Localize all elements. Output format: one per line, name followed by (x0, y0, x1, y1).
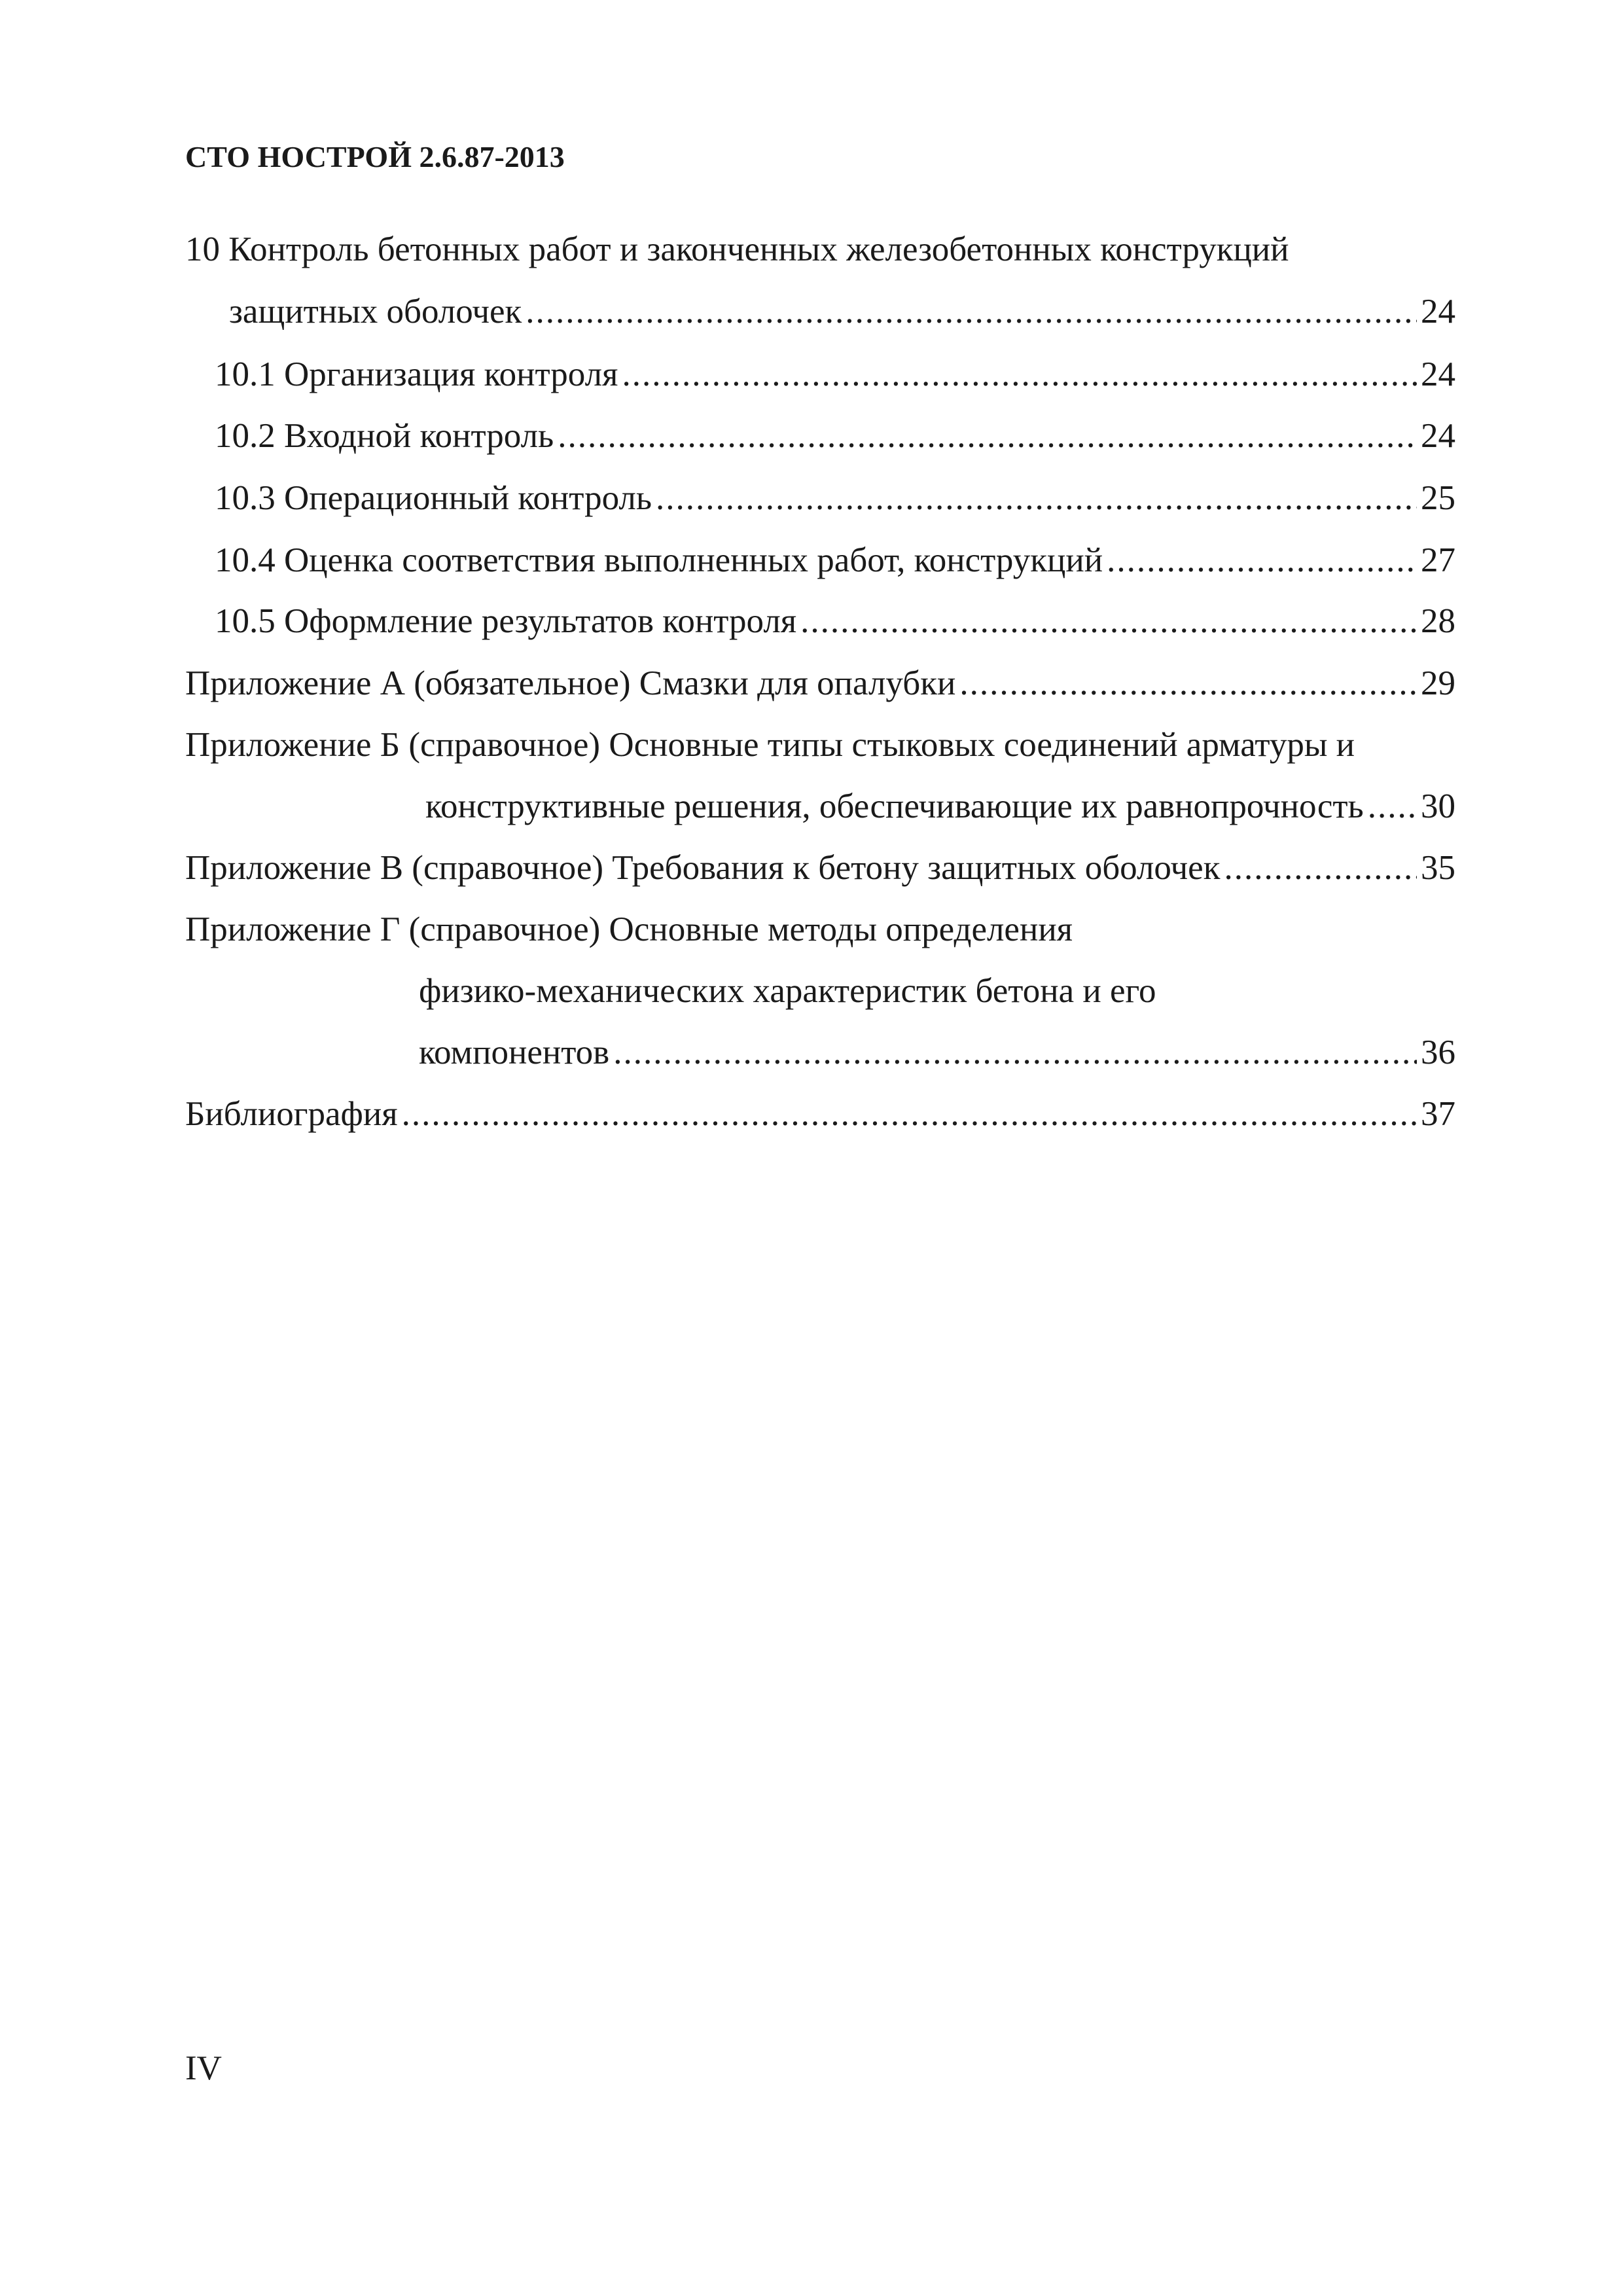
toc-page-number: 29 (1421, 664, 1455, 702)
toc-page-number: 28 (1421, 602, 1455, 640)
toc-entry-appendix-g-cont2 (419, 1029, 1455, 1076)
dot-leader (613, 1029, 1417, 1076)
toc-entry-appendix-v (185, 844, 1455, 891)
toc-page-number: 24 (1421, 417, 1455, 455)
toc-entry-appendix-g (185, 906, 1073, 953)
toc-entry-label: 10.3 Операционный контроль (215, 479, 652, 517)
toc-entry-label: Приложение Б (справочное) Основные типы стыковых соединений арматуры и (185, 726, 1355, 764)
toc-entry-10-1 (215, 351, 1455, 398)
toc-entry-appendix-b-cont (425, 783, 1455, 830)
toc-entry-label: конструктивные решения, обеспечивающие их равнопрочность (425, 787, 1364, 825)
toc-entry-label: 10.4 Оценка соответствия выполненных работ, конструкций (215, 541, 1103, 579)
toc-entry-10-2 (215, 412, 1455, 459)
toc-entry-label: 10.2 Входной контроль (215, 417, 554, 455)
toc-entry-label: 10 Контроль бетонных работ и законченных железобетонных конструкций (185, 230, 1289, 268)
dot-leader (402, 1090, 1417, 1138)
toc-page-number: 24 (1421, 293, 1455, 331)
dot-leader (1368, 783, 1417, 830)
dot-leader (1107, 537, 1417, 584)
dot-leader (622, 351, 1417, 398)
toc-page-number: 30 (1421, 787, 1455, 825)
toc-page-number: 36 (1421, 1033, 1455, 1071)
toc-entry-label: Библиография (185, 1095, 398, 1133)
dot-leader (656, 475, 1417, 522)
toc-entry-label: 10.5 Оформление результатов контроля (215, 602, 797, 640)
dot-leader (558, 412, 1417, 459)
toc-entry-label: физико-механических характеристик бетона и его (419, 972, 1156, 1010)
toc-entry-appendix-g-cont (419, 967, 1156, 1014)
toc-entry-label: Приложение В (справочное) Требования к бетону защитных оболочек (185, 849, 1221, 887)
toc-page-number: 37 (1421, 1095, 1455, 1133)
toc-page-number: 35 (1421, 849, 1455, 887)
toc-entry-label: Приложение Г (справочное) Основные методы определения (185, 910, 1073, 948)
toc-entry-appendix-b (185, 721, 1355, 768)
dot-leader (800, 598, 1417, 645)
dot-leader (959, 660, 1417, 707)
dot-leader (526, 288, 1417, 335)
toc-page-number: 24 (1421, 355, 1455, 393)
document-code-header: СТО НОСТРОЙ 2.6.87-2013 (185, 140, 565, 173)
toc-entry-10-5 (215, 598, 1455, 645)
toc-entry-10-4 (215, 537, 1455, 584)
toc-entry-appendix-a (185, 660, 1455, 707)
toc-entry-10-cont (229, 288, 1455, 335)
toc-page-number: 27 (1421, 541, 1455, 579)
toc-entry-label: 10.1 Организация контроля (215, 355, 618, 393)
toc-entry-bibliography (185, 1090, 1455, 1138)
toc-entry-label: компонентов (419, 1033, 610, 1071)
toc-entry-label: защитных оболочек (229, 293, 522, 331)
toc-entry-10 (185, 226, 1289, 273)
dot-leader (1224, 844, 1417, 891)
toc-entry-10-3 (215, 475, 1455, 522)
toc-page-number: 25 (1421, 479, 1455, 517)
toc-entry-label: Приложение А (обязательное) Смазки для опалубки (185, 664, 956, 702)
page-number-footer: IV (185, 2049, 222, 2087)
